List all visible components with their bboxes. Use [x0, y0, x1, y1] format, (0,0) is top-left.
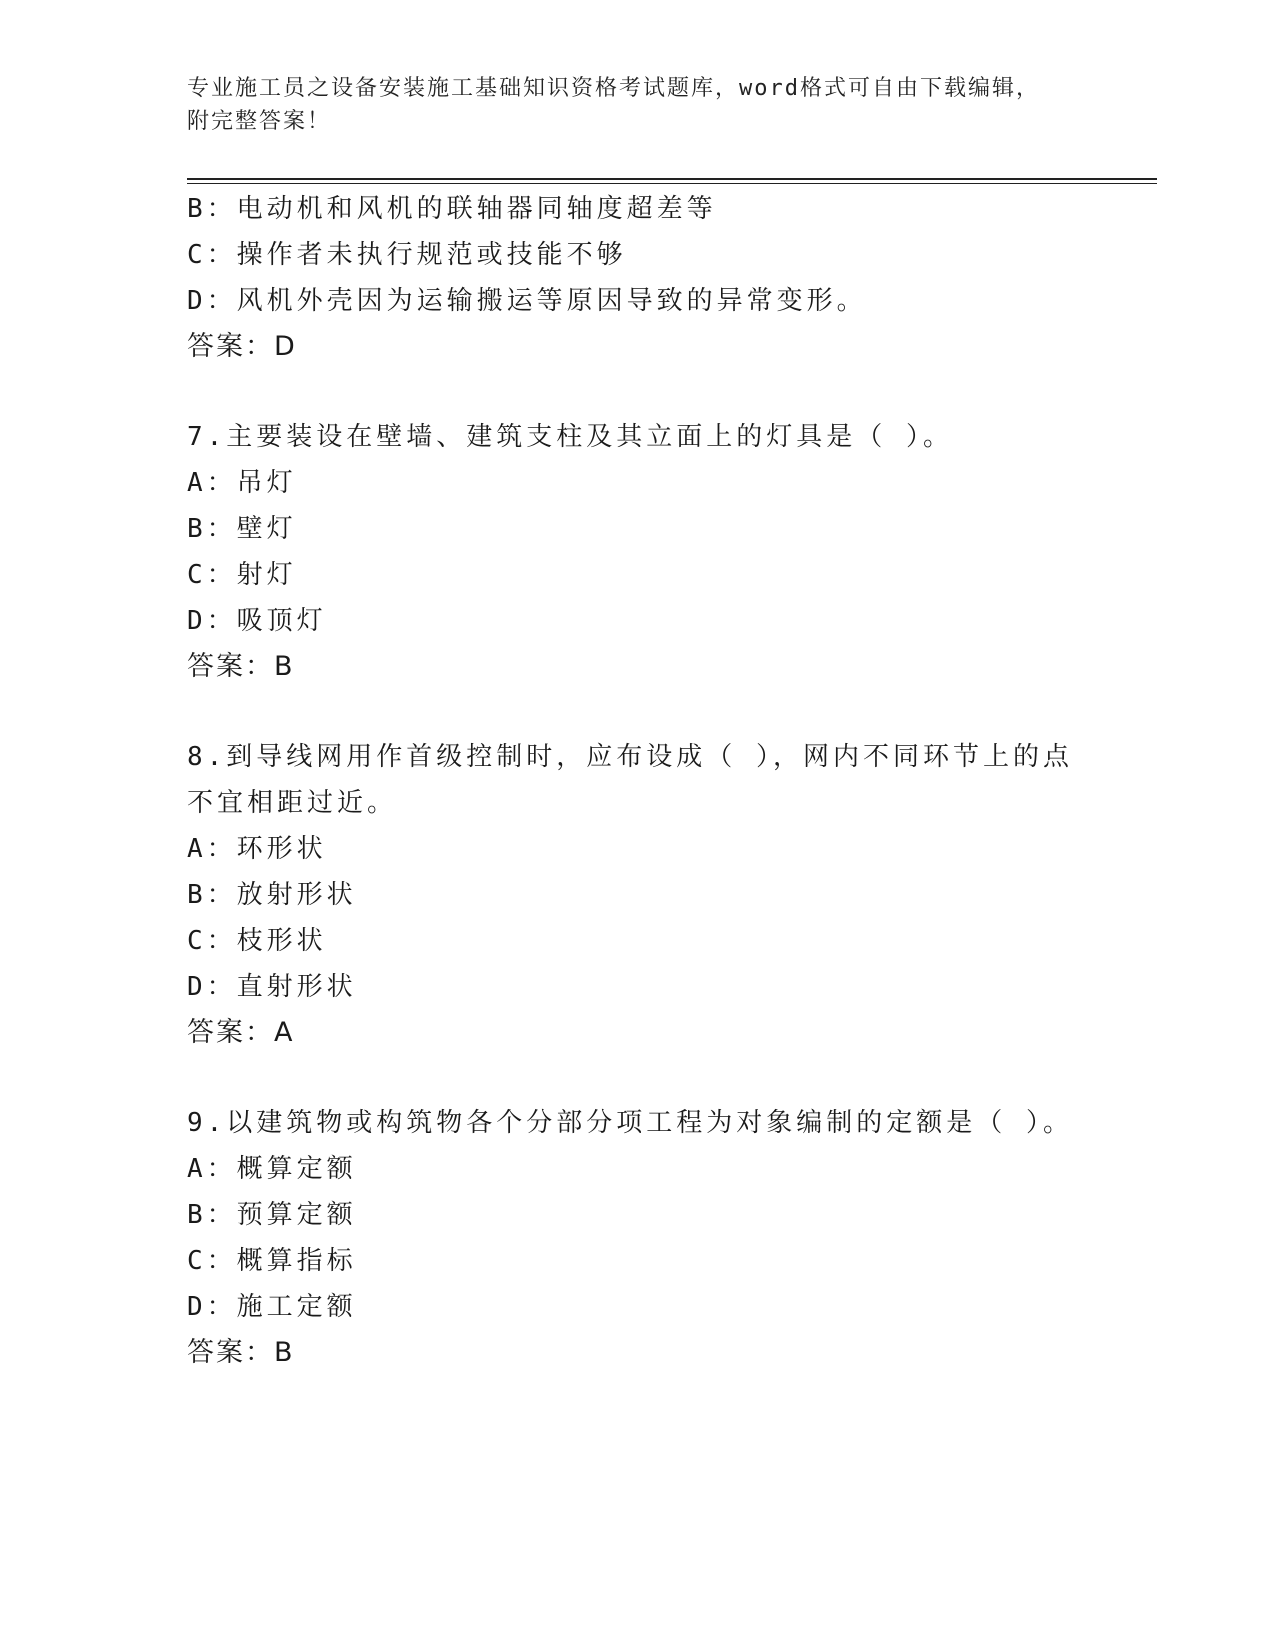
document-header: [187, 72, 1087, 138]
spacer: [187, 370, 1147, 414]
option-c: C：操作者未执行规范或技能不够: [187, 240, 627, 270]
option-c: C：枝形状: [187, 926, 327, 956]
option-a: A：吊灯: [187, 468, 297, 498]
question-stem: 9.以建筑物或构筑物各个分部分项工程为对象编制的定额是（ ）。: [187, 1108, 1073, 1138]
answer: 答案：D: [187, 331, 297, 362]
option-d: D：直射形状: [187, 972, 357, 1002]
answer: 答案：A: [187, 1017, 295, 1048]
question-8: [187, 734, 1147, 1056]
question-6-partial: [187, 186, 1147, 370]
option-b: B：电动机和风机的联轴器同轴度超差等: [187, 194, 717, 224]
question-stem: 7.主要装设在壁墙、建筑支柱及其立面上的灯具是（ ）。: [187, 422, 953, 452]
option-d: D：施工定额: [187, 1292, 357, 1322]
option-a: A：环形状: [187, 834, 327, 864]
header-line-1: 专业施工员之设备安装施工基础知识资格考试题库，word格式可自由下载编辑，: [187, 76, 1040, 101]
document-body: [187, 186, 1147, 1376]
question-9: [187, 1100, 1147, 1376]
question-7: [187, 414, 1147, 690]
answer: 答案：B: [187, 1337, 295, 1368]
option-d: D：风机外壳因为运输搬运等原因导致的异常变形。: [187, 286, 867, 316]
spacer: [187, 1056, 1147, 1100]
option-b: B：壁灯: [187, 514, 297, 544]
spacer: [187, 690, 1147, 734]
option-b: B：预算定额: [187, 1200, 357, 1230]
option-c: C：概算指标: [187, 1246, 357, 1276]
option-b: B：放射形状: [187, 880, 357, 910]
header-divider: [187, 178, 1157, 184]
option-c: C：射灯: [187, 560, 297, 590]
option-a: A：概算定额: [187, 1154, 357, 1184]
header-line-2: 附完整答案！: [187, 109, 332, 134]
question-stem: 8.到导线网用作首级控制时，应布设成（ ），网内不同环节上的点不宜相距过近。: [187, 742, 1073, 818]
option-d: D：吸顶灯: [187, 606, 327, 636]
answer: 答案：B: [187, 651, 295, 682]
